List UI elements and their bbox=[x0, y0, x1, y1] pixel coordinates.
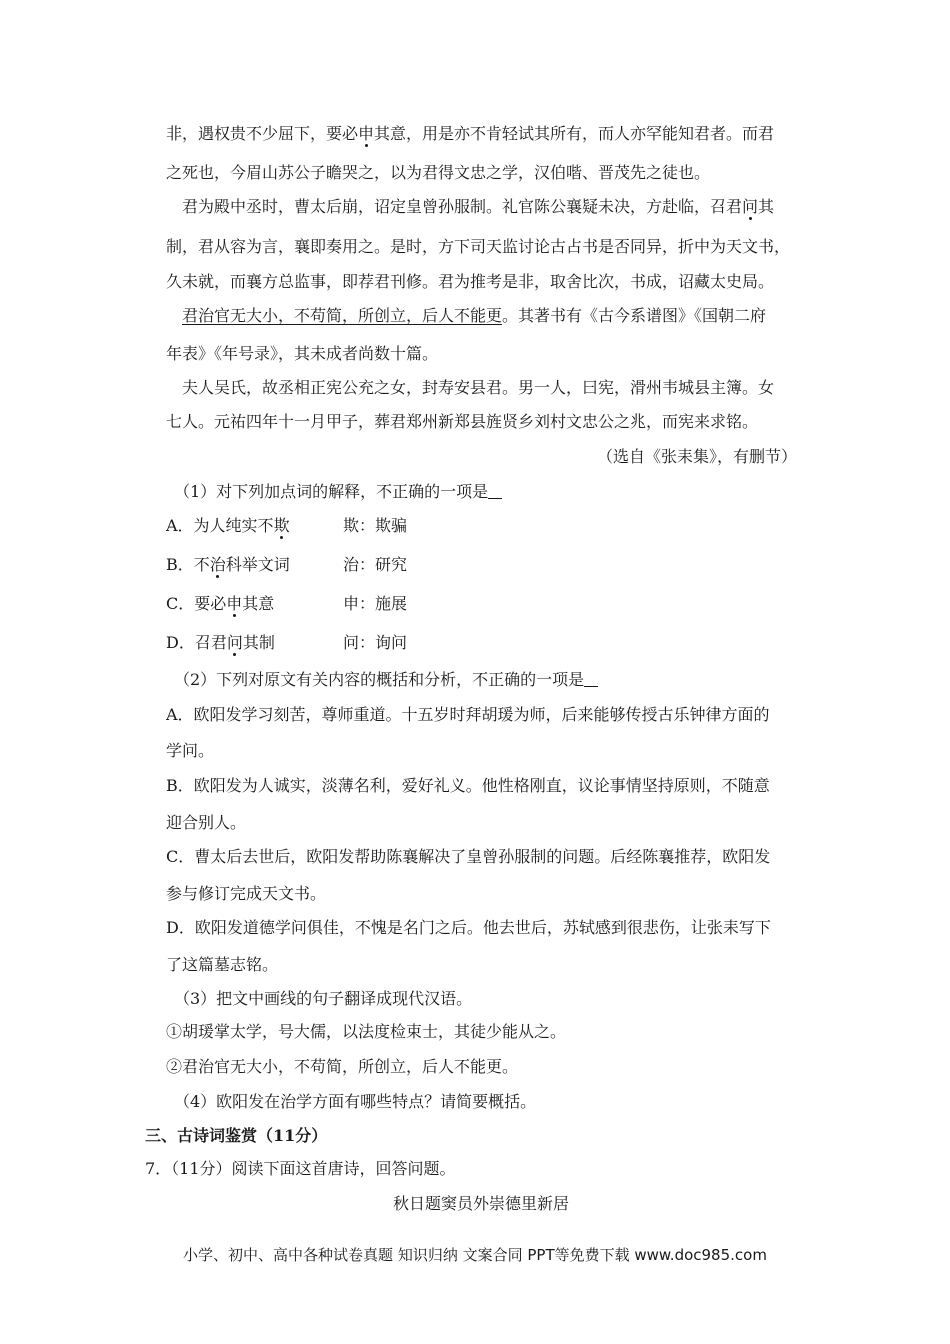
emphasis-dot-char: 申 bbox=[226, 594, 243, 613]
q1-option-c-gloss: 申：施展 bbox=[343, 594, 408, 613]
q1-option-b-gloss: 治：研究 bbox=[343, 555, 408, 574]
emphasis-dot-char: 问 bbox=[742, 197, 759, 216]
question-4-stem: （4）欧阳发在治学方面有哪些特点？请简要概括。 bbox=[174, 1092, 537, 1111]
poem-title: 秋日题窦员外崇德里新居 bbox=[393, 1194, 570, 1213]
passage-line: 七人。元祐四年十一月甲子，葬君郑州新郑县旌贤乡刘村文忠公之兆，而宪来求铭。 bbox=[166, 412, 759, 431]
q1-option-d-gloss: 问：询问 bbox=[343, 633, 408, 652]
q2-option-b-cont: 迎合别人。 bbox=[166, 813, 247, 832]
q2-option-c: C．曹太后去世后，欧阳发帮助陈襄解决了皇曾孙服制的问题。后经陈襄推荐，欧阳发 bbox=[166, 847, 771, 866]
section-heading: 三、古诗词鉴赏（11分） bbox=[145, 1126, 328, 1145]
passage-line: 年表》《年号录》，其未成者尚数十篇。 bbox=[166, 344, 439, 363]
answer-blank bbox=[584, 670, 598, 687]
passage-line: 之死也，今眉山苏公子瞻哭之，以为君得文忠之学，汉伯喈、晋茂先之徒也。 bbox=[166, 163, 711, 182]
passage-source: （选自《张耒集》，有删节） bbox=[597, 447, 798, 466]
q2-option-a-cont: 学问。 bbox=[166, 741, 215, 760]
footer-banner: 小学、初中、高中各种试卷真题 知识归纳 文案合同 PPT等免费下载 www.doc985.com bbox=[183, 1246, 767, 1264]
emphasis-dot-char: 治 bbox=[209, 555, 226, 574]
q3-sentence-2: ②君治官无大小，不苟简，所创立，后人不能更。 bbox=[166, 1057, 519, 1076]
question-2-stem: （2）下列对原文有关内容的概括和分析，不正确的一项是 bbox=[174, 669, 598, 691]
passage-line: 君为殿中丞时，曹太后崩，诏定皇曾孙服制。礼官陈公襄疑未决，方赴临，召君问其 bbox=[182, 197, 775, 216]
emphasis-dot-char: 问 bbox=[226, 633, 243, 652]
passage-line: 夫人吴氏，故丞相正宪公充之女，封寿安县君。男一人，曰宪，滑州韦城县主簿。女 bbox=[182, 378, 775, 397]
q1-option-d: D．召君问其制 bbox=[166, 633, 275, 652]
q1-option-a: A．为人纯实不欺 bbox=[166, 516, 290, 535]
q3-sentence-1: ①胡瑗掌太学，号大儒，以法度检束士，其徒少能从之。 bbox=[166, 1022, 567, 1041]
q2-option-d-cont: 了这篇墓志铭。 bbox=[166, 955, 279, 974]
q2-option-b: B．欧阳发为人诚实，淡薄名利，爱好礼义。他性格刚直，议论事情坚持原则，不随意 bbox=[166, 776, 770, 795]
question-7-stem: 7．（11分）阅读下面这首唐诗，回答问题。 bbox=[145, 1159, 456, 1178]
q1-option-b: B．不治科举文词 bbox=[166, 555, 290, 574]
answer-blank bbox=[488, 482, 502, 499]
passage-line: 非，遇权贵不少屈下，要必申其意，用是亦不肯轻试其所有，而人亦罕能知君者。而君 bbox=[166, 124, 775, 143]
q2-option-c-cont: 参与修订完成天文书。 bbox=[166, 884, 327, 903]
question-3-stem: （3）把文中画线的句子翻译成现代汉语。 bbox=[174, 989, 473, 1008]
emphasis-dot-char: 欺 bbox=[273, 516, 290, 535]
q2-option-a: A．欧阳发学习刻苦，尊师重道。十五岁时拜胡瑗为师，后来能够传授古乐钟律方面的 bbox=[166, 705, 770, 724]
emphasis-dot-char: 申 bbox=[358, 124, 375, 143]
q1-option-a-gloss: 欺：欺骗 bbox=[343, 516, 408, 535]
passage-line: 君治官无大小，不苟简，所创立，后人不能更。其著书有《古今系谱图》《国朝二府 bbox=[182, 306, 767, 325]
q1-option-c: C．要必申其意 bbox=[166, 594, 275, 613]
passage-line: 久未就，而襄方总监事，即荐君刊修。君为推考是非，取舍比次，书成，诏藏太史局。 bbox=[166, 272, 775, 291]
underlined-sentence: 君治官无大小，不苟简，所创立，后人不能更 bbox=[182, 306, 503, 325]
q2-option-d: D．欧阳发道德学问俱佳，不愧是名门之后。他去世后，苏轼感到很悲伤，让张耒写下 bbox=[166, 918, 771, 937]
question-1-stem: （1）对下列加点词的解释，不正确的一项是 bbox=[174, 481, 502, 503]
passage-line: 制，君从容为言，襄即奏用之。是时，方下司天监讨论古占书是否同异，折中为天文书， bbox=[166, 237, 791, 256]
